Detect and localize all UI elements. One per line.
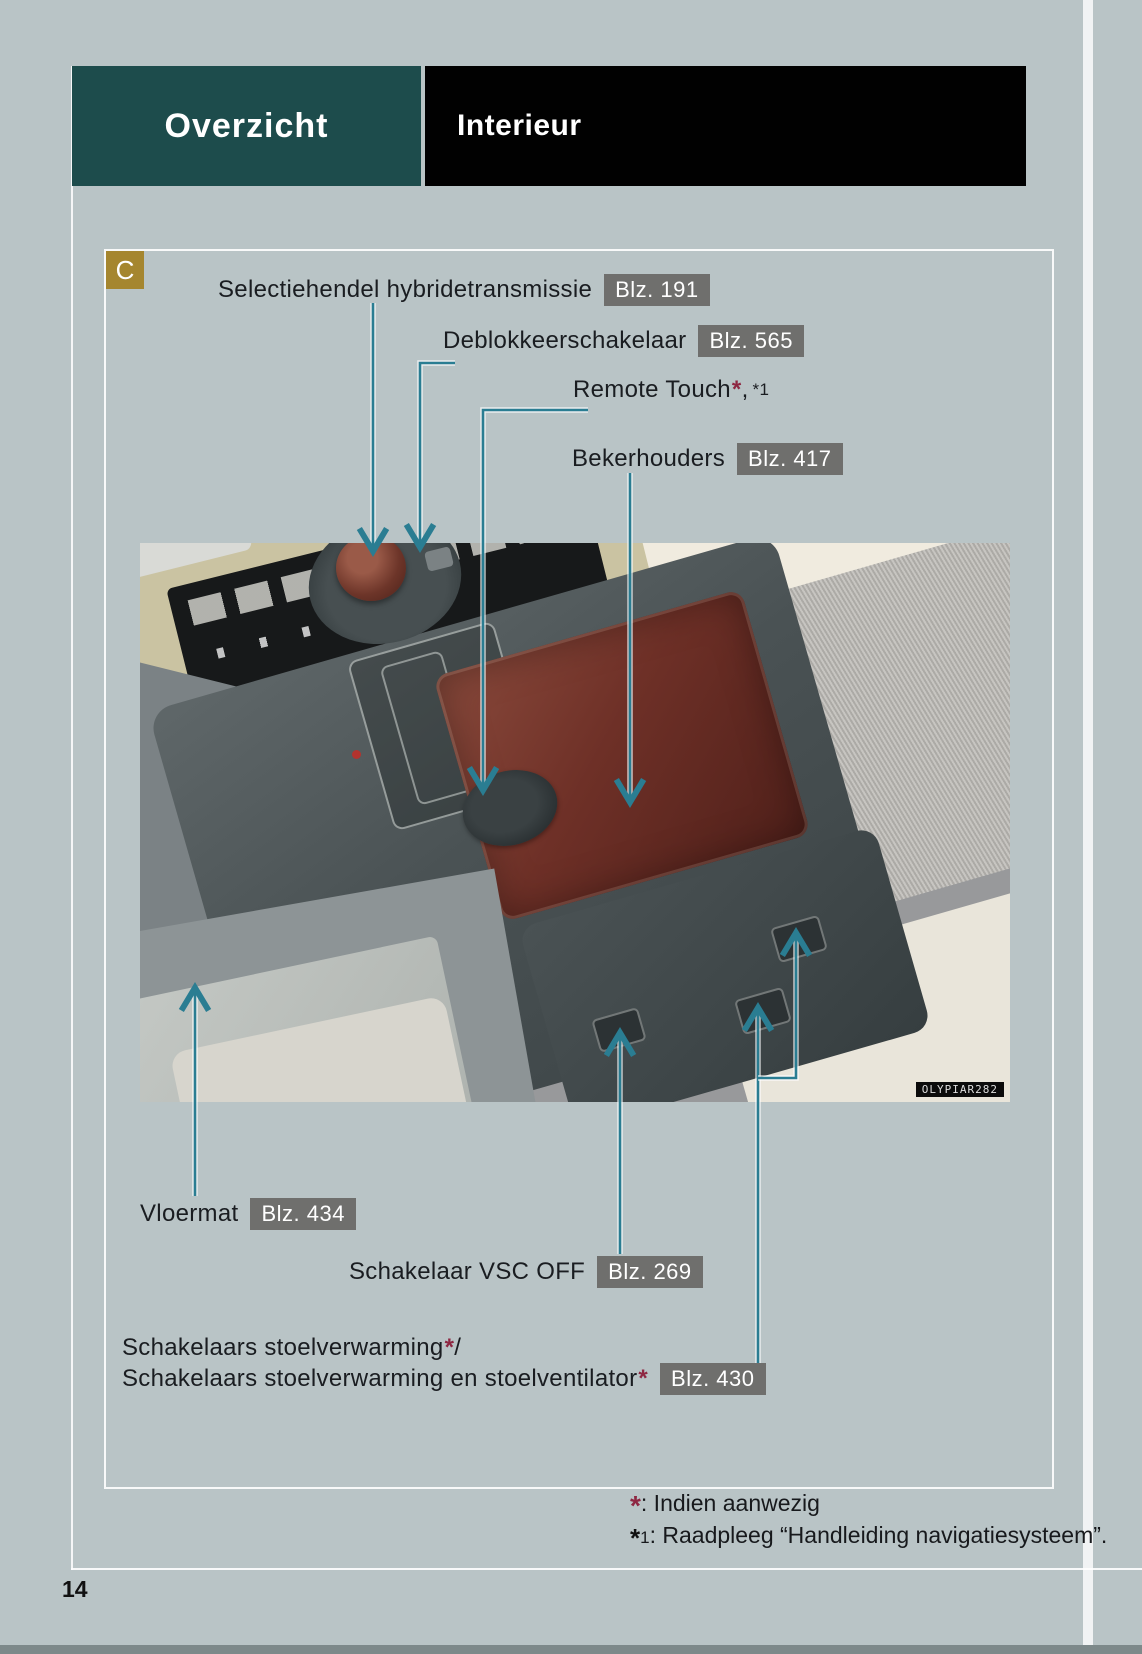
callout-label: Schakelaars stoelverwarming en stoelventilator: [122, 1364, 638, 1392]
asterisk-mark: *: [731, 376, 742, 403]
page-ref-badge: Blz. 430: [660, 1363, 766, 1395]
page-edge-band: [1083, 0, 1093, 1654]
interior-photo: [140, 543, 1010, 1102]
page-ref-badge: Blz. 191: [604, 274, 710, 306]
footnotes: [630, 1490, 1107, 1554]
photo-watermark: OLYPIAR282: [916, 1082, 1004, 1097]
page-number: 14: [62, 1576, 88, 1602]
footnote-2: [630, 1522, 1107, 1554]
footnote-1: [630, 1490, 1107, 1522]
stoelverwarming-line1: [122, 1332, 766, 1363]
shift-lock-button: [352, 750, 361, 759]
section-header: [72, 66, 421, 186]
page-ref-badge: Blz. 434: [250, 1198, 356, 1230]
callout-remote-touch: [573, 374, 769, 406]
page-ref-badge: Blz. 565: [698, 325, 804, 357]
callout-vsc: [349, 1256, 703, 1288]
callout-label: Bekerhouders: [572, 445, 726, 472]
star-mark: *: [630, 1523, 641, 1553]
footer-rule: [71, 1568, 1142, 1570]
asterisk-mark: *: [630, 1490, 641, 1521]
callout-label: Schakelaar VSC OFF: [349, 1258, 586, 1285]
callout-label: Remote Touch: [573, 376, 731, 403]
callout-label: Deblokkeerschakelaar: [443, 327, 687, 354]
chapter-header: [425, 66, 1026, 186]
footnote-text: : Indien aanwezig: [640, 1490, 820, 1516]
page-bottom-edge: [0, 1645, 1142, 1654]
stoelverwarming-line2: [122, 1363, 766, 1394]
chapter-title: Interieur: [457, 109, 582, 142]
figure-letter-box: [106, 251, 144, 289]
callout-label: Vloermat: [140, 1200, 239, 1227]
callout-bekerhouders: [572, 443, 843, 475]
left-rule: [71, 66, 73, 1570]
callout-deblokkeer: [443, 325, 804, 357]
section-title: Overzicht: [164, 106, 329, 145]
asterisk-mark: *: [638, 1364, 649, 1392]
figure-letter: C: [115, 254, 135, 285]
footnote-number: 1: [640, 1528, 650, 1547]
footnote-ref: *1: [752, 380, 770, 399]
page-ref-badge: Blz. 417: [737, 443, 843, 475]
callout-label: Schakelaars stoelverwarming: [122, 1333, 444, 1361]
callout-selectiehendel: [218, 274, 710, 306]
slash: /: [454, 1333, 462, 1361]
callout-vloermat: [140, 1198, 356, 1230]
callout-stoelverwarming: [122, 1332, 766, 1394]
page-ref-badge: Blz. 269: [597, 1256, 703, 1288]
footnote-text: : Raadpleeg “Handleiding navigatiesysteem”.: [649, 1522, 1108, 1548]
asterisk-mark: *: [444, 1333, 455, 1361]
comma: ,: [741, 376, 749, 403]
callout-label: Selectiehendel hybridetransmissie: [218, 276, 593, 303]
